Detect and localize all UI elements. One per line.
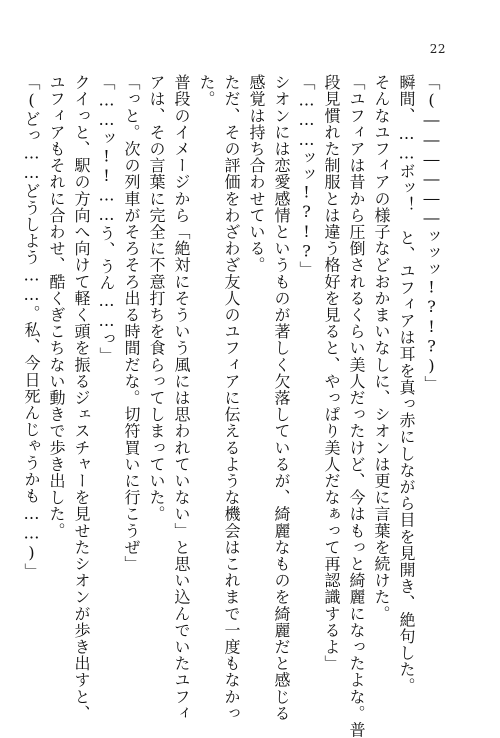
text-line: た。 [197, 74, 216, 108]
text-line: 「っと。次の列車がそろそろ出る時間だな。切符買いに行こうぜ」 [122, 74, 141, 572]
text-line: 感覚は持ち合わせている。 [247, 74, 266, 274]
page-number: 22 [429, 42, 446, 56]
text-line: 瞬間、……ボッ！ と、ユフィアは耳を真っ赤にしながら目を見開き、絶句した。 [397, 74, 416, 695]
text-line: 段見慣れた制服とは違う格好を見ると、やっぱり美人だなぁって再認識するよ」 [322, 74, 341, 672]
text-line: 「(どっ……どうしよう……。私、今日死んじゃうかも……)」 [22, 74, 41, 580]
vertical-body-text [19, 74, 444, 738]
text-line: シオンには恋愛感情というものが著しく欠落しているが、綺麗なものを綺麗だと感じる [272, 74, 291, 722]
text-line: 「ユフィアは昔から圧倒されるくらい美人だったけど、今はもっと綺麗になったよな。普 [347, 74, 366, 738]
text-line: ただ、その評価をわざわざ友人のユフィアに伝えるような機会はこれまで一度もなかっ [222, 74, 241, 722]
text-line: アは、その言葉に完全に不意打ちを食らってしまっていた。 [147, 74, 166, 523]
text-line: ユフィアもそれに合わせ、酷くぎこちない動きで歩き出した。 [47, 74, 66, 539]
text-line: 普段のイメージから「絶対にそういう風には思われていない」と思い込んでいたユフィ [172, 74, 191, 722]
text-line: そんなユフィアの様子などおかまいなしに、シオンは更に言葉を続けた。 [372, 74, 391, 622]
text-line: 「……ッ!!……う、うん……っ」 [97, 74, 116, 364]
text-line: 「………ッッ!?!?」 [297, 74, 316, 278]
text-line: 「(――――――ッッッ!?!?)」 [422, 74, 441, 393]
text-line: クイっと、駅の方向へ向けて軽く頭を振るジェスチャーを見せたシオンが歩き出すと、 [72, 74, 91, 722]
